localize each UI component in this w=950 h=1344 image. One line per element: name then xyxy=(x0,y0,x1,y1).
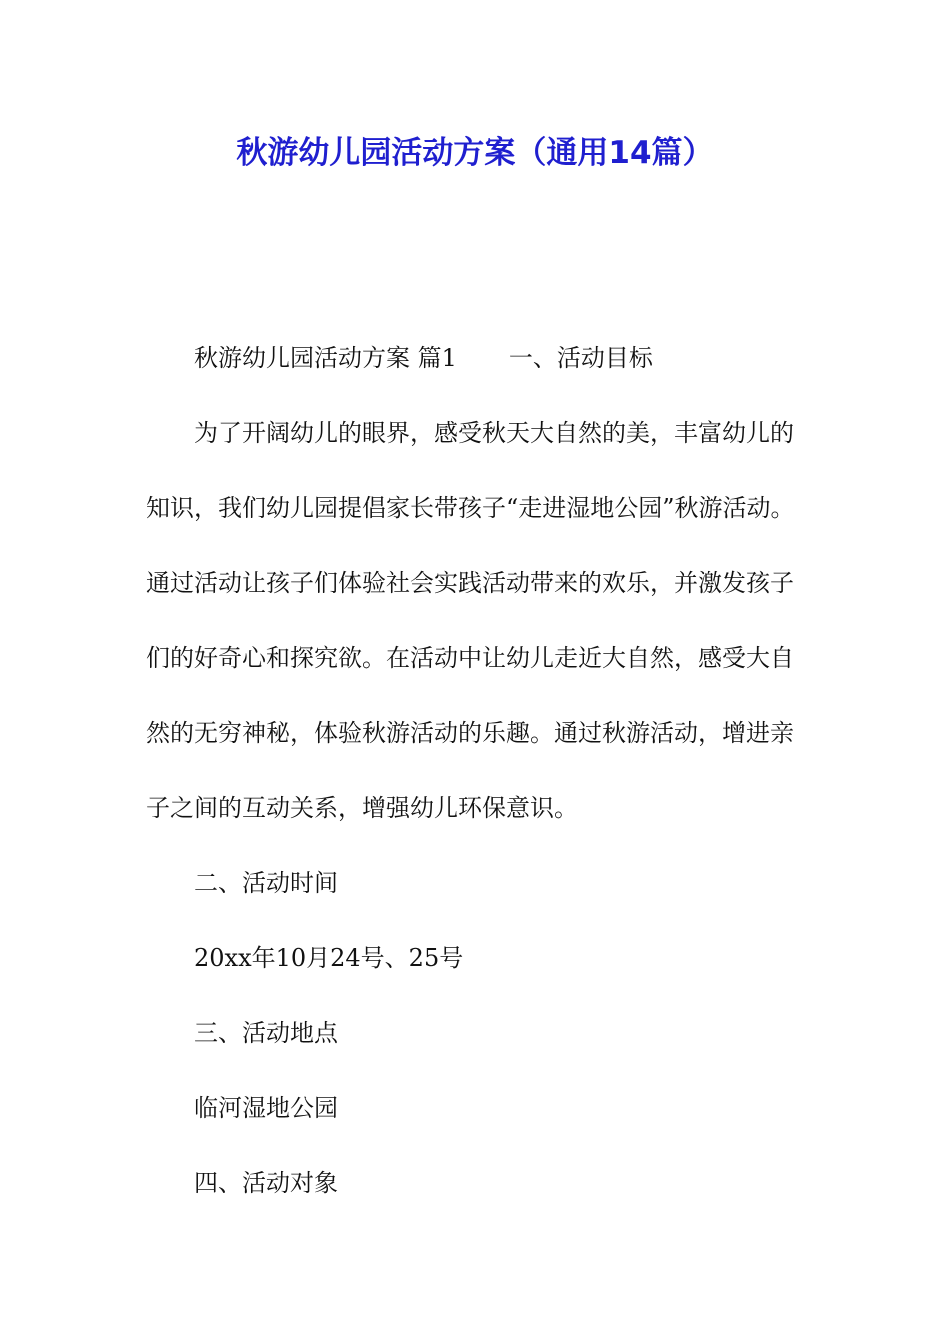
section-heading: 二、活动时间 xyxy=(194,869,338,897)
document-body xyxy=(146,339,811,1239)
section-heading-line xyxy=(146,339,811,414)
section-heading: 三、活动地点 xyxy=(194,1019,338,1047)
paragraph-line: 然的无穷神秘，体验秋游活动的乐趣。通过秋游活动，增进亲 xyxy=(146,719,794,747)
section-title: 秋游幼儿园活动方案 篇1 xyxy=(194,344,457,372)
paragraph-line: 们的好奇心和探究欲。在活动中让幼儿走近大自然，感受大自 xyxy=(146,644,794,672)
section-heading: 四、活动对象 xyxy=(194,1169,338,1197)
section-content: 临河湿地公园 xyxy=(194,1094,338,1122)
paragraph-line: 通过活动让孩子们体验社会实践活动带来的欢乐，并激发孩子 xyxy=(146,569,794,597)
section-content: 20xx年10月24号、25号 xyxy=(194,944,464,972)
paragraph-line: 子之间的互动关系，增强幼儿环保意识。 xyxy=(146,794,578,822)
paragraph-line: 知识，我们幼儿园提倡家长带孩子“走进湿地公园”秋游活动。 xyxy=(146,494,795,522)
paragraph-line: 为了开阔幼儿的眼界，感受秋天大自然的美，丰富幼儿的 xyxy=(194,419,794,447)
first-heading: 一、活动目标 xyxy=(508,344,653,372)
document-title: 秋游幼儿园活动方案（通用14篇） xyxy=(236,135,714,171)
